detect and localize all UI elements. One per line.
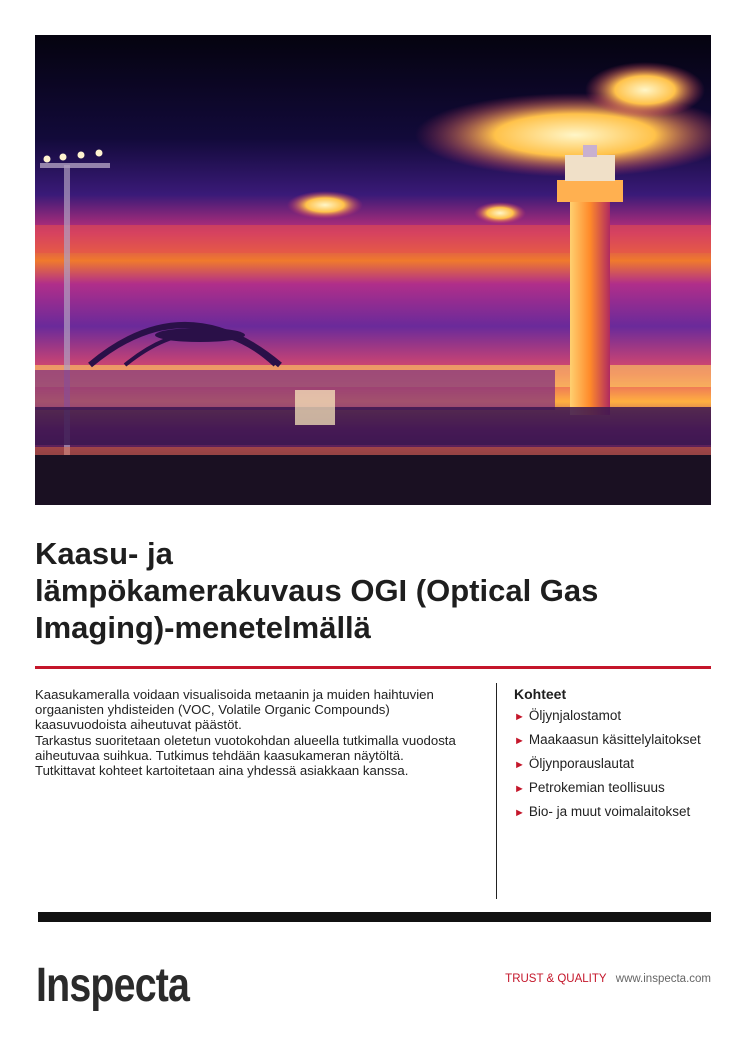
body-text <box>35 687 465 778</box>
list-item <box>514 804 709 821</box>
list-item-label: Bio- ja muut voimalaitokset <box>528 804 691 819</box>
list-item-label: Öljynjalostamot <box>528 708 622 723</box>
tagline-text: TRUST & QUALITY <box>505 973 607 985</box>
list-item <box>514 780 709 797</box>
body-paragraph: Tarkastus suoritetaan oletetun vuotokohdan alueella tutkimalla vuodosta aiheutuvaa suihkua. Tutkimus tehdään kaasukameran näytöltä. Tutkittavat kohteet kartoitetaan aina yhdessä asiakkaan kanssa. <box>35 732 456 779</box>
arrow-right-icon: ► <box>514 735 525 747</box>
arrow-right-icon: ► <box>514 759 525 771</box>
title-line-2: lämpökamerakuvaus OGI (Optical Gas <box>35 573 599 608</box>
list-item-label: Petrokemian teollisuus <box>528 780 665 795</box>
list-item <box>514 708 709 725</box>
list-item <box>514 732 709 749</box>
title-line-1: Kaasu- ja <box>35 536 173 571</box>
arrow-right-icon: ► <box>514 711 525 723</box>
column-divider <box>496 683 497 899</box>
inspecta-logo: Inspecta <box>36 959 190 1012</box>
body-paragraph: Kaasukameralla voidaan visualisoida metaanin ja muiden haihtuvien orgaanisten yhdisteiden (VOC, Volatile Organic Compounds) kaasuvuodoista aiheutuvat päästöt. <box>35 687 434 733</box>
website-link[interactable]: www.inspecta.com <box>615 973 711 985</box>
footer-bar <box>38 912 711 922</box>
list-item <box>514 756 709 773</box>
footer-tagline <box>505 973 711 985</box>
arrow-right-icon: ► <box>514 807 525 819</box>
page-title <box>35 535 705 646</box>
targets-box <box>514 686 709 828</box>
targets-heading: Kohteet <box>514 686 567 702</box>
targets-list <box>514 708 709 821</box>
list-item-label: Maakaasun käsittelylaitokset <box>528 732 701 747</box>
list-item-label: Öljynporauslautat <box>528 756 634 771</box>
title-line-3: Imaging)-menetelmällä <box>35 610 371 645</box>
thermal-airport-photo <box>35 35 711 505</box>
arrow-right-icon: ► <box>514 783 525 795</box>
hero-image <box>35 35 711 505</box>
title-divider <box>35 666 711 669</box>
